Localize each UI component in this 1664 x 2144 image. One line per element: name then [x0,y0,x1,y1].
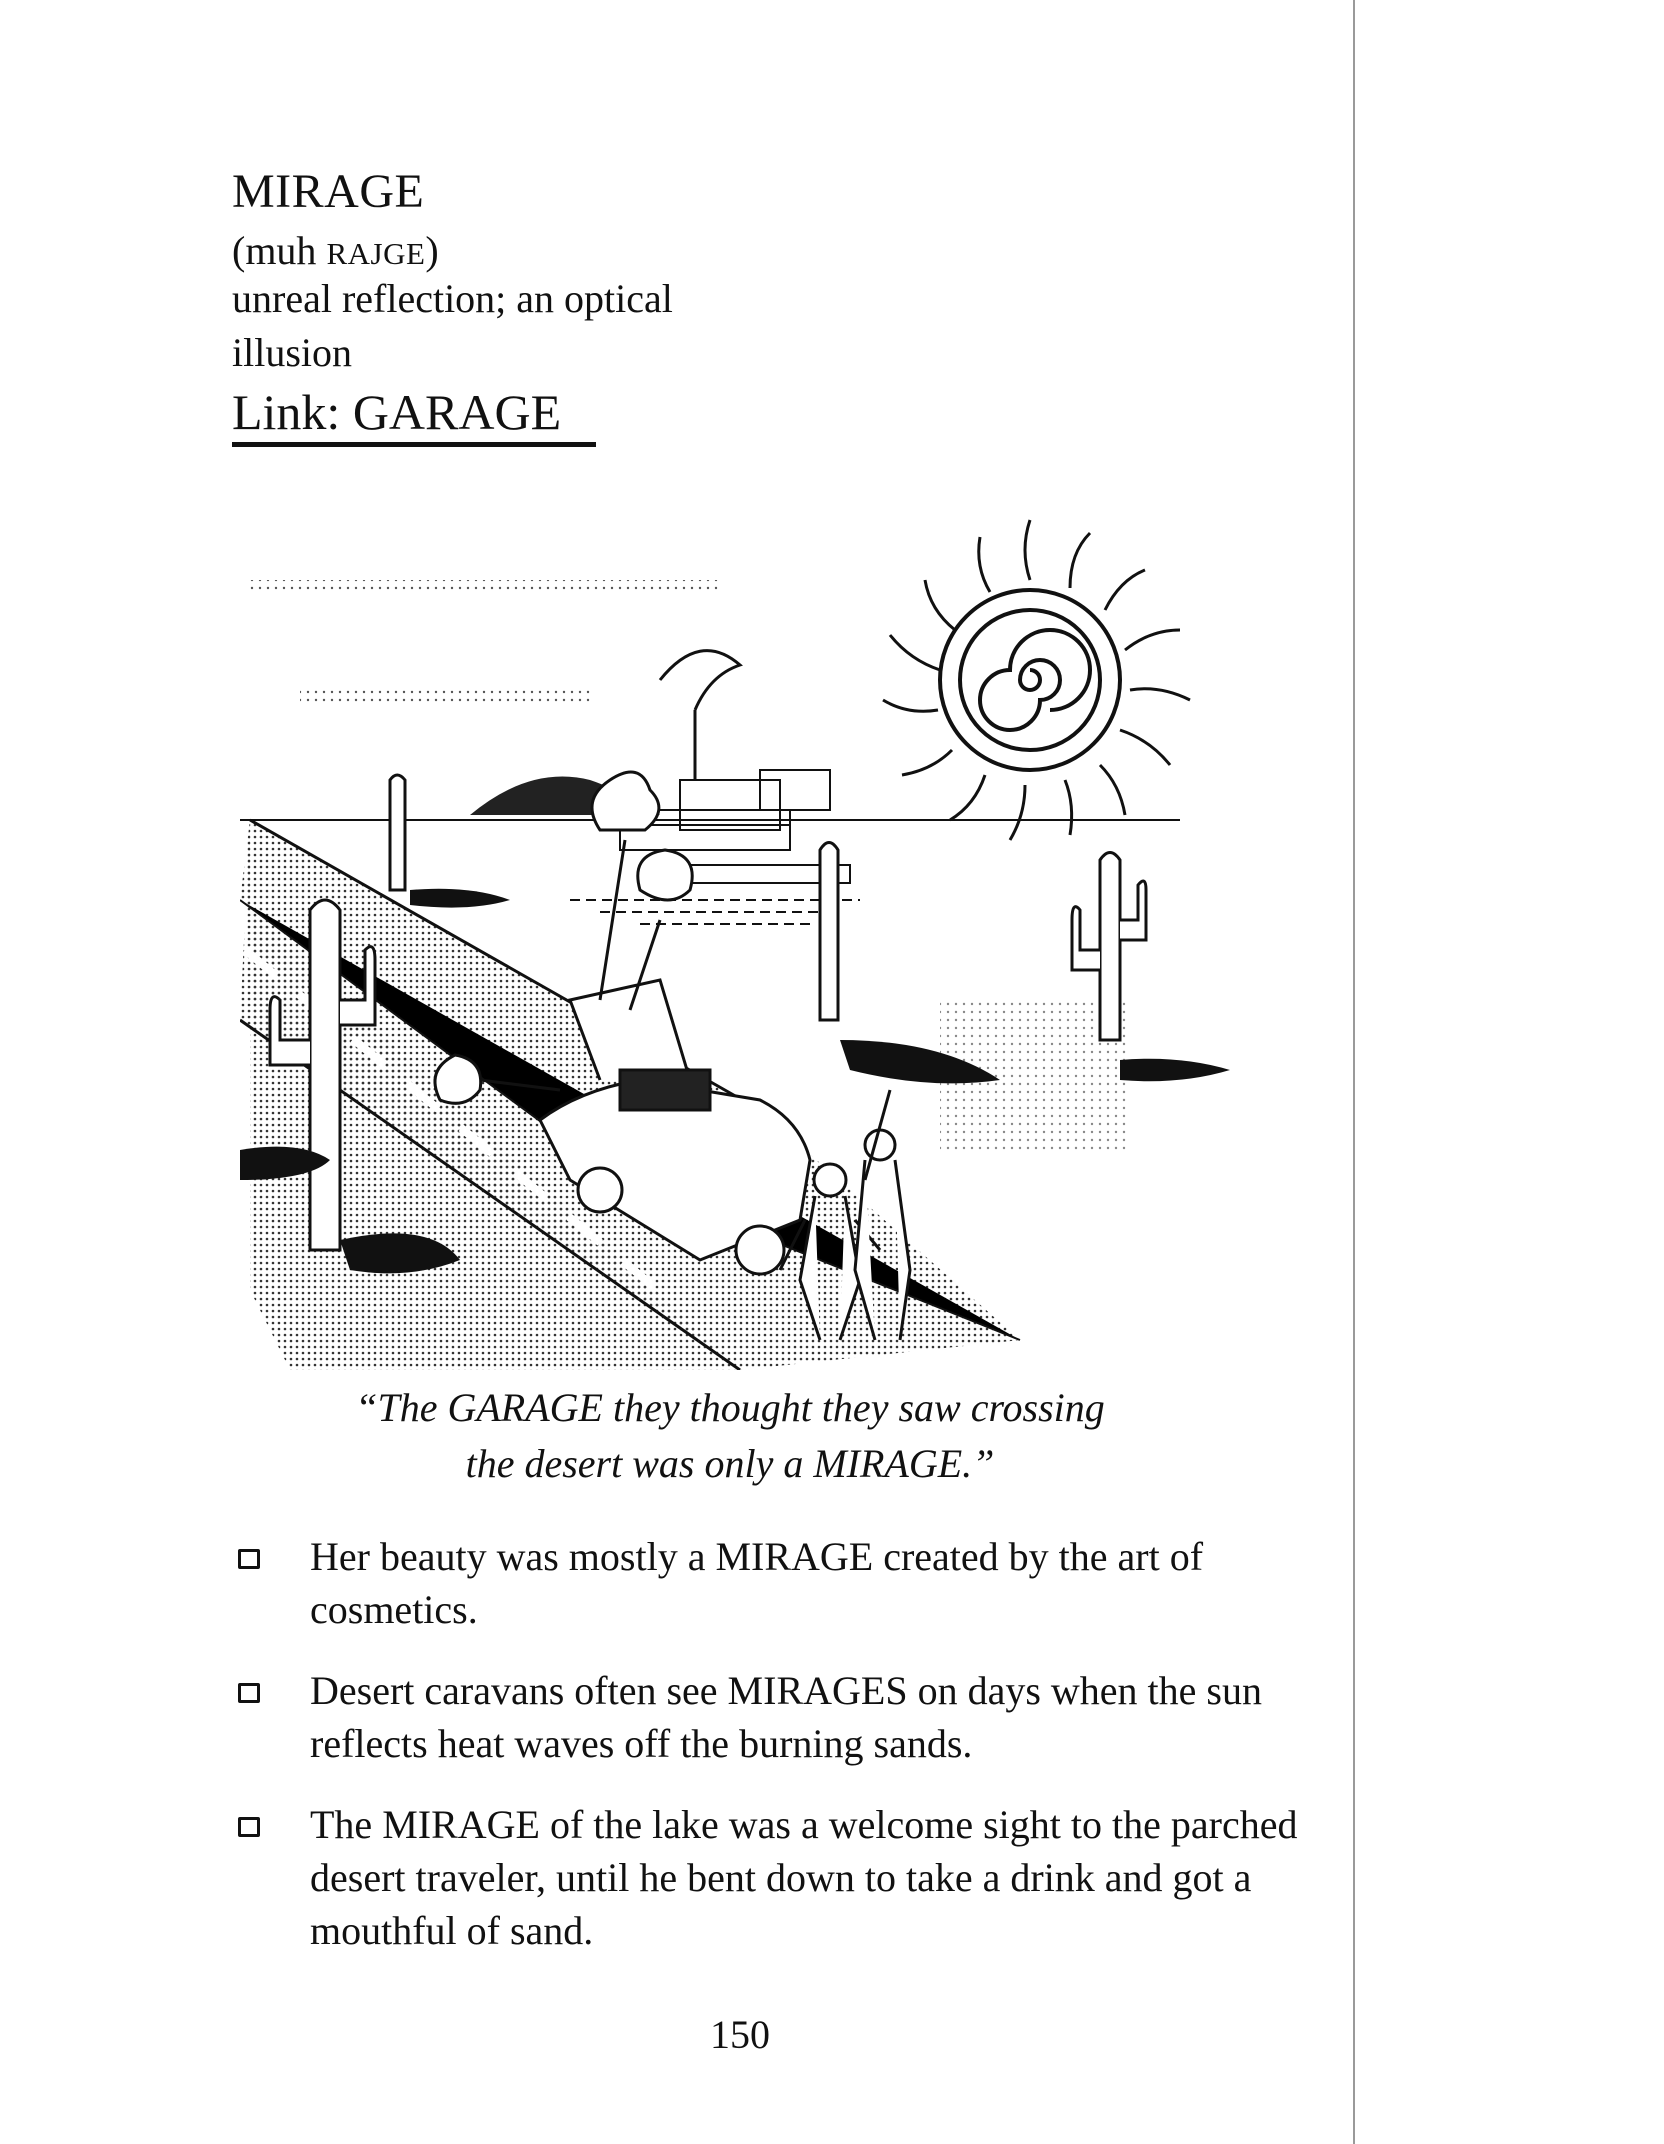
entry-link: Link: GARAGE [232,384,562,440]
example-text: Desert caravans often see MIRAGES on days when the sun reflects heat waves off the burning sands. [310,1668,1262,1766]
mirage-illustration [240,480,1240,1370]
illustration-caption [230,1380,1230,1492]
entry-headword: MIRAGE [232,165,425,218]
caption-line-1: “The GARAGE they thought they saw crossing [355,1385,1105,1430]
entry-definition: unreal reflection; an optical illusion [232,276,673,375]
caption-line-2: the desert was only a MIRAGE.” [465,1441,995,1486]
sun [883,520,1190,840]
pronunciation-close: ) [425,228,439,273]
sky-haze [250,580,720,706]
example-text: Her beauty was mostly a MIRAGE created by the art of cosmetics. [310,1534,1204,1632]
checkbox-icon[interactable] [238,1683,260,1703]
pronunciation-open: (muh [232,228,327,273]
example-item [232,1664,1302,1770]
checkbox-icon[interactable] [238,1549,260,1569]
page-number: 150 [710,2012,770,2057]
example-text: The MIRAGE of the lake was a welcome sight to the parched desert traveler, until he bent down to take a drink and got a mouthful of sand. [310,1802,1298,1953]
example-sentences [232,1530,1302,1985]
example-item [232,1798,1302,1957]
checkbox-icon[interactable] [238,1817,260,1837]
example-item [232,1530,1302,1636]
page-edge-line [1353,0,1355,2144]
link-underline [232,442,596,447]
pronunciation-caps: RAJGE [326,236,426,271]
